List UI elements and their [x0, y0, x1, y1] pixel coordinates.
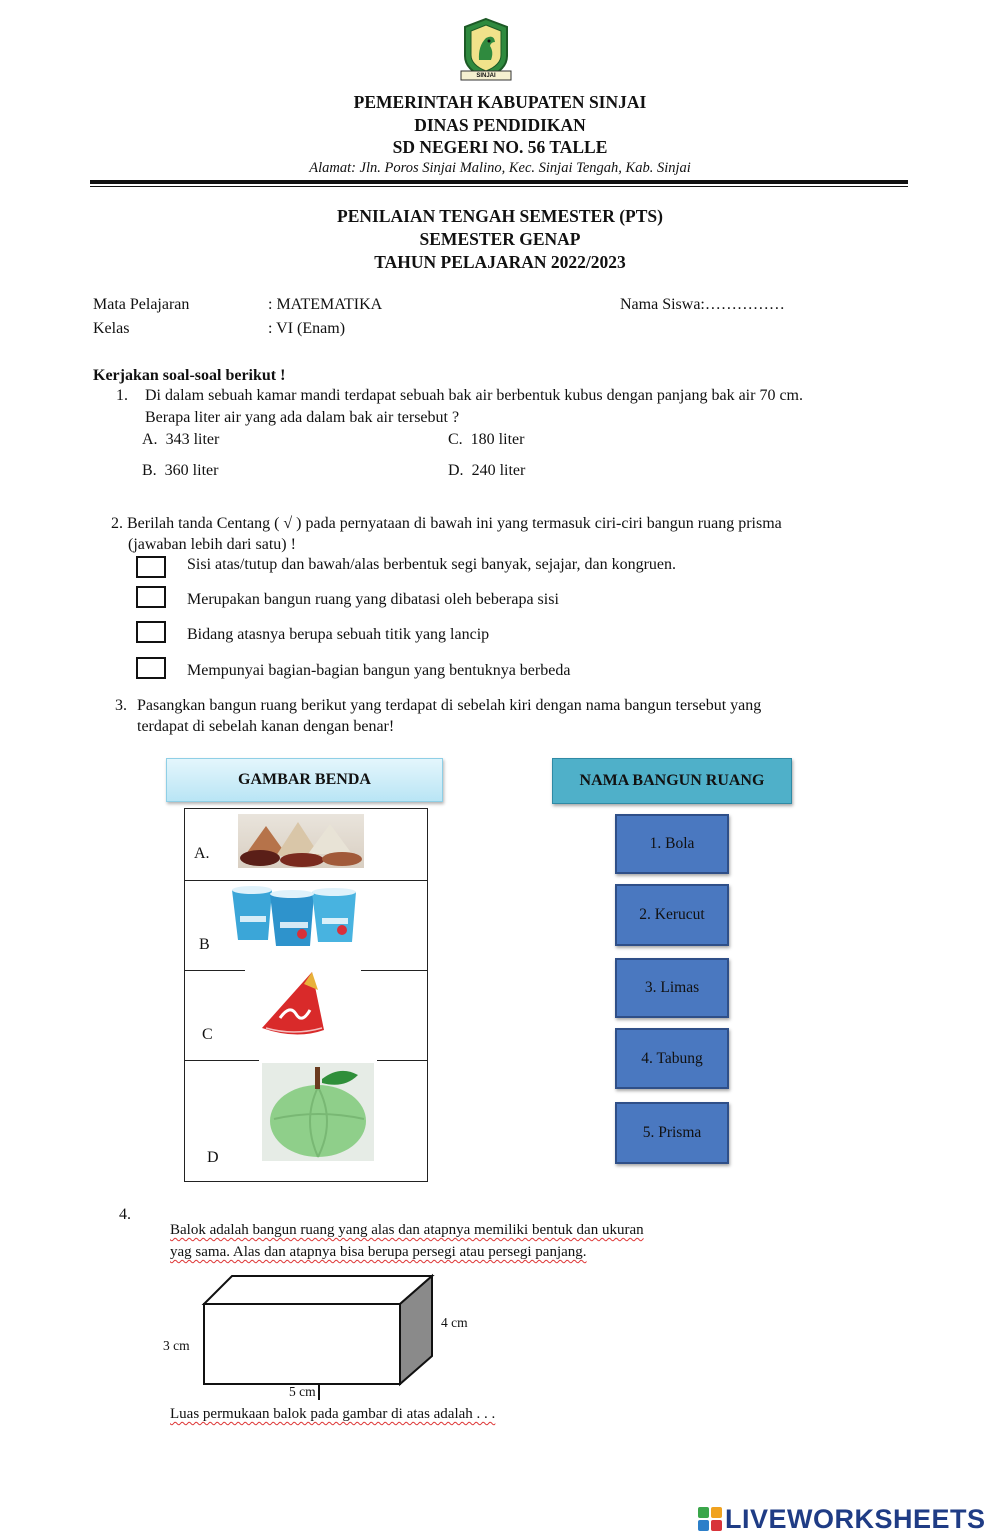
- cuboid-height-label: 3 cm: [163, 1338, 190, 1353]
- school-name: SD NEGERI NO. 56 TALLE: [392, 137, 608, 157]
- q2-statement-1: Sisi atas/tutup dan bawah/alas berbentuk segi banyak, sejajar, dan kongruen.: [187, 556, 676, 573]
- q1-option-a[interactable]: [142, 431, 219, 449]
- exam-semester: SEMESTER GENAP: [419, 229, 581, 249]
- class-value: : VI (Enam): [268, 320, 346, 337]
- option-label: D.: [448, 462, 464, 479]
- q2-statement-2: Merupakan bangun ruang yang dibatasi oleh beberapa sisi: [187, 591, 559, 608]
- header-divider-thick: [90, 180, 908, 184]
- q2-text-line2: (jawaban lebih dari satu) !: [128, 536, 296, 553]
- shape-name-limas[interactable]: 3. Limas: [615, 958, 729, 1018]
- liveworksheets-brand[interactable]: [697, 1502, 986, 1536]
- picture-label-b: B: [199, 936, 210, 953]
- subject-value: : MATEMATIKA: [268, 296, 383, 313]
- q1-option-b[interactable]: [142, 462, 218, 480]
- q1-text-line2: Berapa liter air yang ada dalam bak air tersebut ?: [145, 409, 460, 426]
- option-text: 240 liter: [471, 462, 526, 479]
- cuboid-depth-label: 4 cm: [441, 1315, 468, 1330]
- q2-statement-3: Bidang atasnya berupa sebuah titik yang lancip: [187, 626, 490, 643]
- department-name: DINAS PENDIDIKAN: [414, 115, 586, 135]
- instructions: Kerjakan soal-soal berikut !: [93, 367, 286, 384]
- cup-drinks-photo[interactable]: [230, 882, 358, 950]
- picture-label-a: A.: [194, 845, 210, 862]
- q3-text-line2: terdapat di sebelah kanan dengan benar!: [137, 718, 395, 735]
- picture-label-d: D: [207, 1149, 219, 1166]
- exam-year: TAHUN PELAJARAN 2022/2023: [374, 252, 626, 272]
- option-label: B.: [142, 462, 157, 479]
- exam-title: PENILAIAN TENGAH SEMESTER (PTS): [337, 206, 663, 226]
- q1-option-c[interactable]: [448, 431, 524, 449]
- q4-text-line2: yag sama. Alas dan atapnya bisa berupa persegi atau persegi panjang.: [170, 1244, 587, 1260]
- q4-number: 4.: [119, 1206, 131, 1223]
- q2-text-line1: 2. Berilah tanda Centang ( √ ) pada pernyataan di bawah ini yang termasuk ciri-ciri bangun ruang prisma: [111, 515, 782, 532]
- q1-number: 1.: [116, 387, 128, 404]
- shape-name-kerucut[interactable]: 2. Kerucut: [615, 884, 729, 946]
- triangle-snack-photo[interactable]: [256, 970, 328, 1040]
- q2-checkbox-4[interactable]: [136, 657, 166, 679]
- subject-label: Mata Pelajaran: [93, 296, 190, 313]
- emblem-banner: SINJAI: [476, 73, 496, 79]
- option-label: A.: [142, 431, 158, 448]
- q4-question: Luas permukaan balok pada gambar di atas adalah . . .: [170, 1406, 496, 1422]
- sand-cones-photo[interactable]: [238, 814, 364, 868]
- q3-number: 3.: [115, 697, 127, 714]
- option-text: 343 liter: [165, 431, 220, 448]
- q2-checkbox-3[interactable]: [136, 621, 166, 643]
- q2-checkbox-2[interactable]: [136, 586, 166, 608]
- option-label: C.: [448, 431, 463, 448]
- column-header-pictures: GAMBAR BENDA: [166, 758, 443, 802]
- shape-name-tabung[interactable]: 4. Tabung: [615, 1028, 729, 1089]
- school-emblem: [458, 16, 514, 84]
- q4-text-line1: Balok adalah bangun ruang yang alas dan atapnya memiliki bentuk dan ukuran: [170, 1222, 644, 1238]
- option-text: 360 liter: [164, 462, 219, 479]
- brand-name: LIVEWORKSHEETS: [725, 1503, 986, 1534]
- cuboid-length-label: 5 cm: [289, 1384, 320, 1400]
- shape-name-bola[interactable]: 1. Bola: [615, 814, 729, 874]
- picture-label-c: C: [202, 1026, 213, 1043]
- q2-checkbox-1[interactable]: [136, 556, 166, 578]
- q2-statement-4: Mempunyai bagian-bagian bangun yang bentuknya berbeda: [187, 662, 571, 679]
- q1-option-d[interactable]: [448, 462, 525, 480]
- cuboid-diagram: [196, 1272, 442, 1390]
- shape-name-prisma[interactable]: 5. Prisma: [615, 1102, 729, 1164]
- option-text: 180 liter: [470, 431, 525, 448]
- green-ball-photo[interactable]: [262, 1063, 374, 1161]
- q3-text-line1: Pasangkan bangun ruang berikut yang terdapat di sebelah kiri dengan nama bangun tersebut yang: [137, 697, 762, 714]
- student-name-field[interactable]: Nama Siswa:……………: [620, 296, 785, 313]
- q1-text-line1: Di dalam sebuah kamar mandi terdapat sebuah bak air berbentuk kubus dengan panjang bak air 70 cm.: [145, 387, 803, 404]
- header-divider-thin: [90, 186, 908, 187]
- liveworksheets-logo-icon: [697, 1506, 723, 1532]
- school-address: Alamat: Jln. Poros Sinjai Malino, Kec. Sinjai Tengah, Kab. Sinjai: [309, 160, 691, 176]
- government-name: PEMERINTAH KABUPATEN SINJAI: [353, 92, 647, 112]
- column-header-names: NAMA BANGUN RUANG: [552, 758, 792, 804]
- class-label: Kelas: [93, 320, 130, 337]
